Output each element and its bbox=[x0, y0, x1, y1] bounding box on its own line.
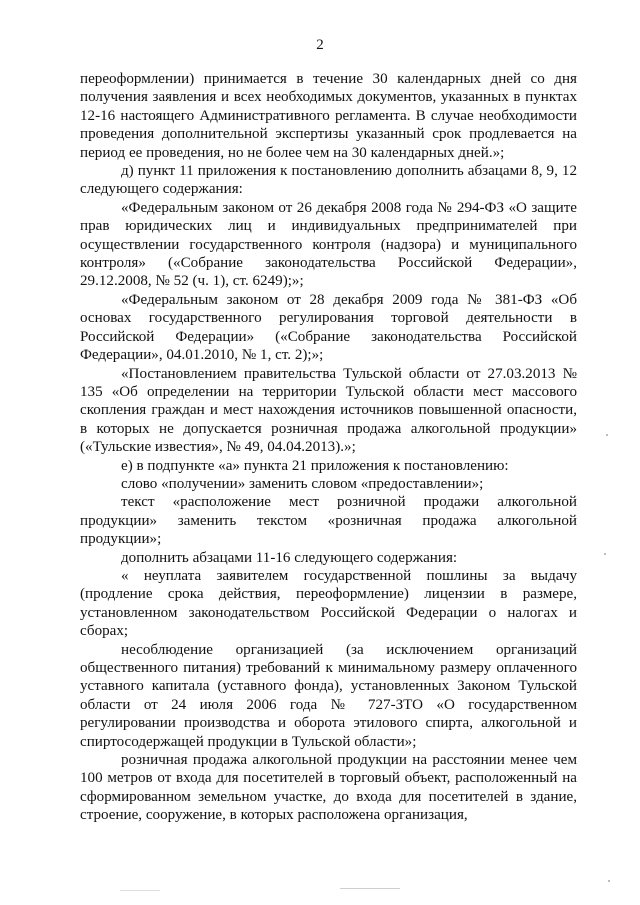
paragraph-item-e: е) в подпункте «а» пункта 21 приложения к постановлению: bbox=[121, 457, 509, 474]
scan-artifact-dot bbox=[608, 880, 610, 882]
scan-artifact-dot bbox=[606, 434, 608, 436]
paragraph-law-294: «Федеральным законом от 26 декабря 2008 года № 294-ФЗ «О защите прав юридических лиц и индивидуальных предпринимателей при осуществлении государственного контроля (надзора) и муниципального контроля» («Собрание законодательства Российской Федерации», 29.12.2008, № 52 (ч. 1), ст. 6249);»; bbox=[80, 199, 577, 290]
paragraph-capital-requirement: несоблюдение организацией (за исключением организаций общественного питания) требований к минимальному размеру оплаченного уставного капитала (уставного фонда), установленных Законом Тульской области от 24 июля 2006 года № 727-ЗТО «О государственном регулировании производства и оборота этилового спирта, алкогольной и спиртосодержащей продукции в Тульской области»; bbox=[80, 641, 577, 750]
paragraph-distance-requirement: розничная продажа алкогольной продукции на расстоянии менее чем 100 метров от входа для посетителей в торговый объект, расположенный на сформированном земельном участке, до входа для посетителей в здание, строение, сооружение, в которых расположена организация, bbox=[80, 752, 577, 824]
paragraph-item-d: д) пункт 11 приложения к постановлению дополнить абзацами 8, 9, 12 следующего содержания: bbox=[80, 163, 577, 198]
paragraph-text-replace: текст «расположение мест розничной продажи алкогольной продукции» заменить текстом «розничная продажа алкогольной продукции»; bbox=[80, 494, 577, 548]
paragraph-word-replace: слово «получении» заменить словом «предоставлении»; bbox=[121, 475, 484, 492]
scan-artifact-line bbox=[120, 890, 160, 891]
paragraph-add-11-16: дополнить абзацами 11-16 следующего содержания: bbox=[121, 549, 458, 566]
document-body bbox=[80, 70, 577, 825]
paragraph-continuation: переоформлении) принимается в течение 30 календарных дней со дня получения заявления и всех необходимых документов, указанных в пунктах 12-16 настоящего Административного регламента. В случае необходимости проведения дополнительной экспертизы указанный срок продлевается на период ее проведения, но не более чем на 30 календарных дней.»; bbox=[80, 71, 577, 161]
paragraph-law-381: «Федеральным законом от 28 декабря 2009 года № 381-ФЗ «Об основах государственного регулирования торговой деятельности в Российской Федерации» («Собрание законодательства Российской Федерации», 04.01.2010, № 1, ст. 2);»; bbox=[80, 291, 577, 364]
paragraph-fee-nonpayment: « неуплата заявителем государственной пошлины за выдачу (продление срока действия, переоформление) лицензии в размере, установленном законодательством Российской Федерации о налогах и сборах; bbox=[80, 567, 577, 640]
paragraph-resolution-135: «Постановлением правительства Тульской области от 27.03.2013 № 135 «Об определении на территории Тульской области мест массового скопления граждан и мест нахождения источников повышенной опасности, в которых не допускается розничная продажа алкогольной продукции» («Тульские известия», № 49, 04.04.2013).»; bbox=[80, 365, 577, 456]
page-number: 2 bbox=[316, 37, 324, 53]
scan-artifact-line bbox=[340, 888, 400, 889]
scan-artifact-dot bbox=[604, 553, 606, 555]
